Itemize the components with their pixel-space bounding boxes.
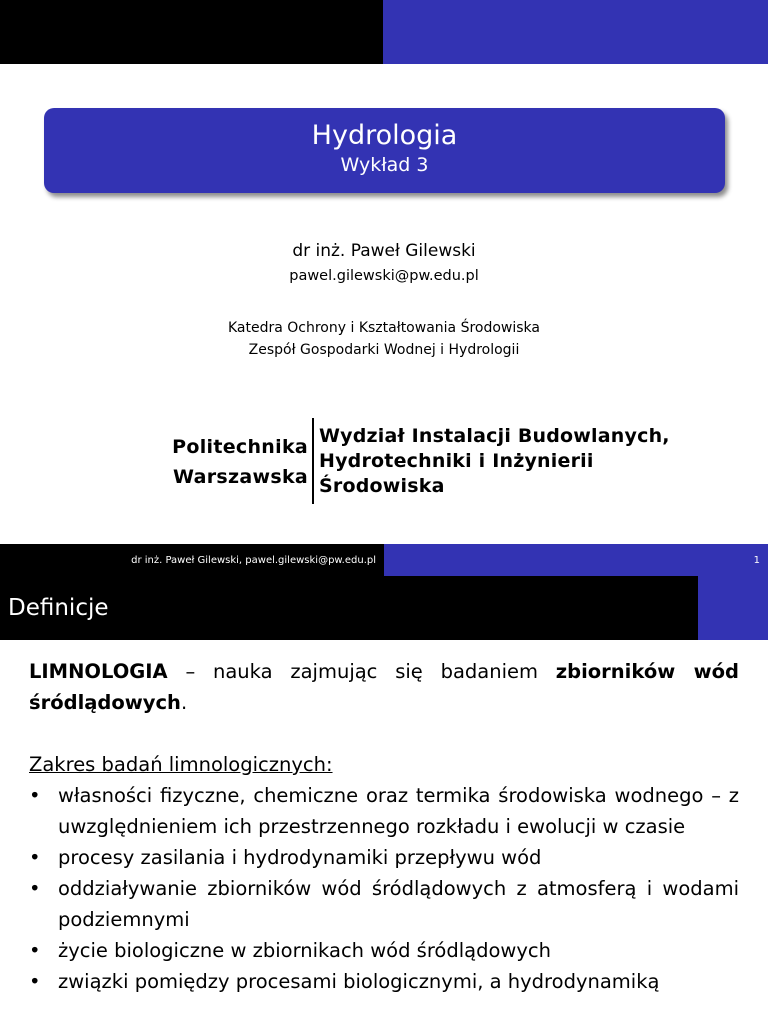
slide-header-bar <box>0 576 768 640</box>
department-name: Katedra Ochrony i Kształtowania Środowiska <box>227 320 540 336</box>
slide-body <box>29 656 739 997</box>
list-item: • własności fizyczne, chemiczne oraz termika środowiska wodnego – z uwzględnieniem ich przestrzennego rozkładu i ewolucji w czasie <box>29 780 739 842</box>
header-blue-segment <box>698 576 768 640</box>
logo-divider <box>312 418 314 504</box>
slide-footer <box>0 544 768 576</box>
definitions-slide <box>0 576 768 1024</box>
list-item: • związki pomiędzy procesami biologicznymi, a hydrodynamiką <box>29 966 739 997</box>
university-name-line1: Politechnika <box>172 436 308 458</box>
title-block <box>44 108 725 193</box>
list-item: • procesy zasilania i hydrodynamiki przepływu wód <box>29 842 739 873</box>
presentation-subtitle: Wykład 3 <box>340 154 429 176</box>
top-bar-black-segment <box>0 0 383 64</box>
author-name: dr inż. Paweł Gilewski <box>292 241 476 261</box>
footer-author: dr inż. Paweł Gilewski, pawel.gilewski@pw.edu.pl <box>0 544 384 576</box>
faculty-name-line3: Środowiska <box>319 475 445 497</box>
university-name <box>172 432 308 492</box>
university-logo <box>172 418 672 506</box>
definition-end: . <box>180 691 188 714</box>
definition-text: – nauka zajmując się badaniem <box>167 660 556 683</box>
definition-term: LIMNOLOGIA <box>29 660 168 683</box>
footer-page-number: 1 <box>384 544 768 576</box>
definition-paragraph <box>29 656 739 718</box>
faculty-name-line1: Wydział Instalacji Budowlanych, <box>319 425 670 447</box>
university-name-line2: Warszawska <box>173 466 308 488</box>
list-item: • życie biologiczne w zbiornikach wód śródlądowych <box>29 935 739 966</box>
list-item: • oddziaływanie zbiorników wód śródlądowych z atmosferą i wodami podziemnymi <box>29 873 739 935</box>
faculty-name <box>319 424 670 499</box>
scope-heading: Zakres badań limnologicznych: <box>29 753 333 776</box>
author-email: pawel.gilewski@pw.edu.pl <box>289 268 479 284</box>
top-bar-blue-segment <box>383 0 768 64</box>
faculty-name-line2: Hydrotechniki i Inżynierii <box>319 450 594 472</box>
definition-highlight: zbiorników wód śródlądowych <box>29 660 739 714</box>
slide-heading: Definicje <box>0 576 698 640</box>
presentation-title: Hydrologia <box>311 120 458 151</box>
top-header-bar <box>0 0 768 64</box>
team-name: Zespół Gospodarki Wodnej i Hydrologii <box>248 342 520 358</box>
spacer <box>29 718 739 749</box>
scope-list <box>29 780 739 997</box>
